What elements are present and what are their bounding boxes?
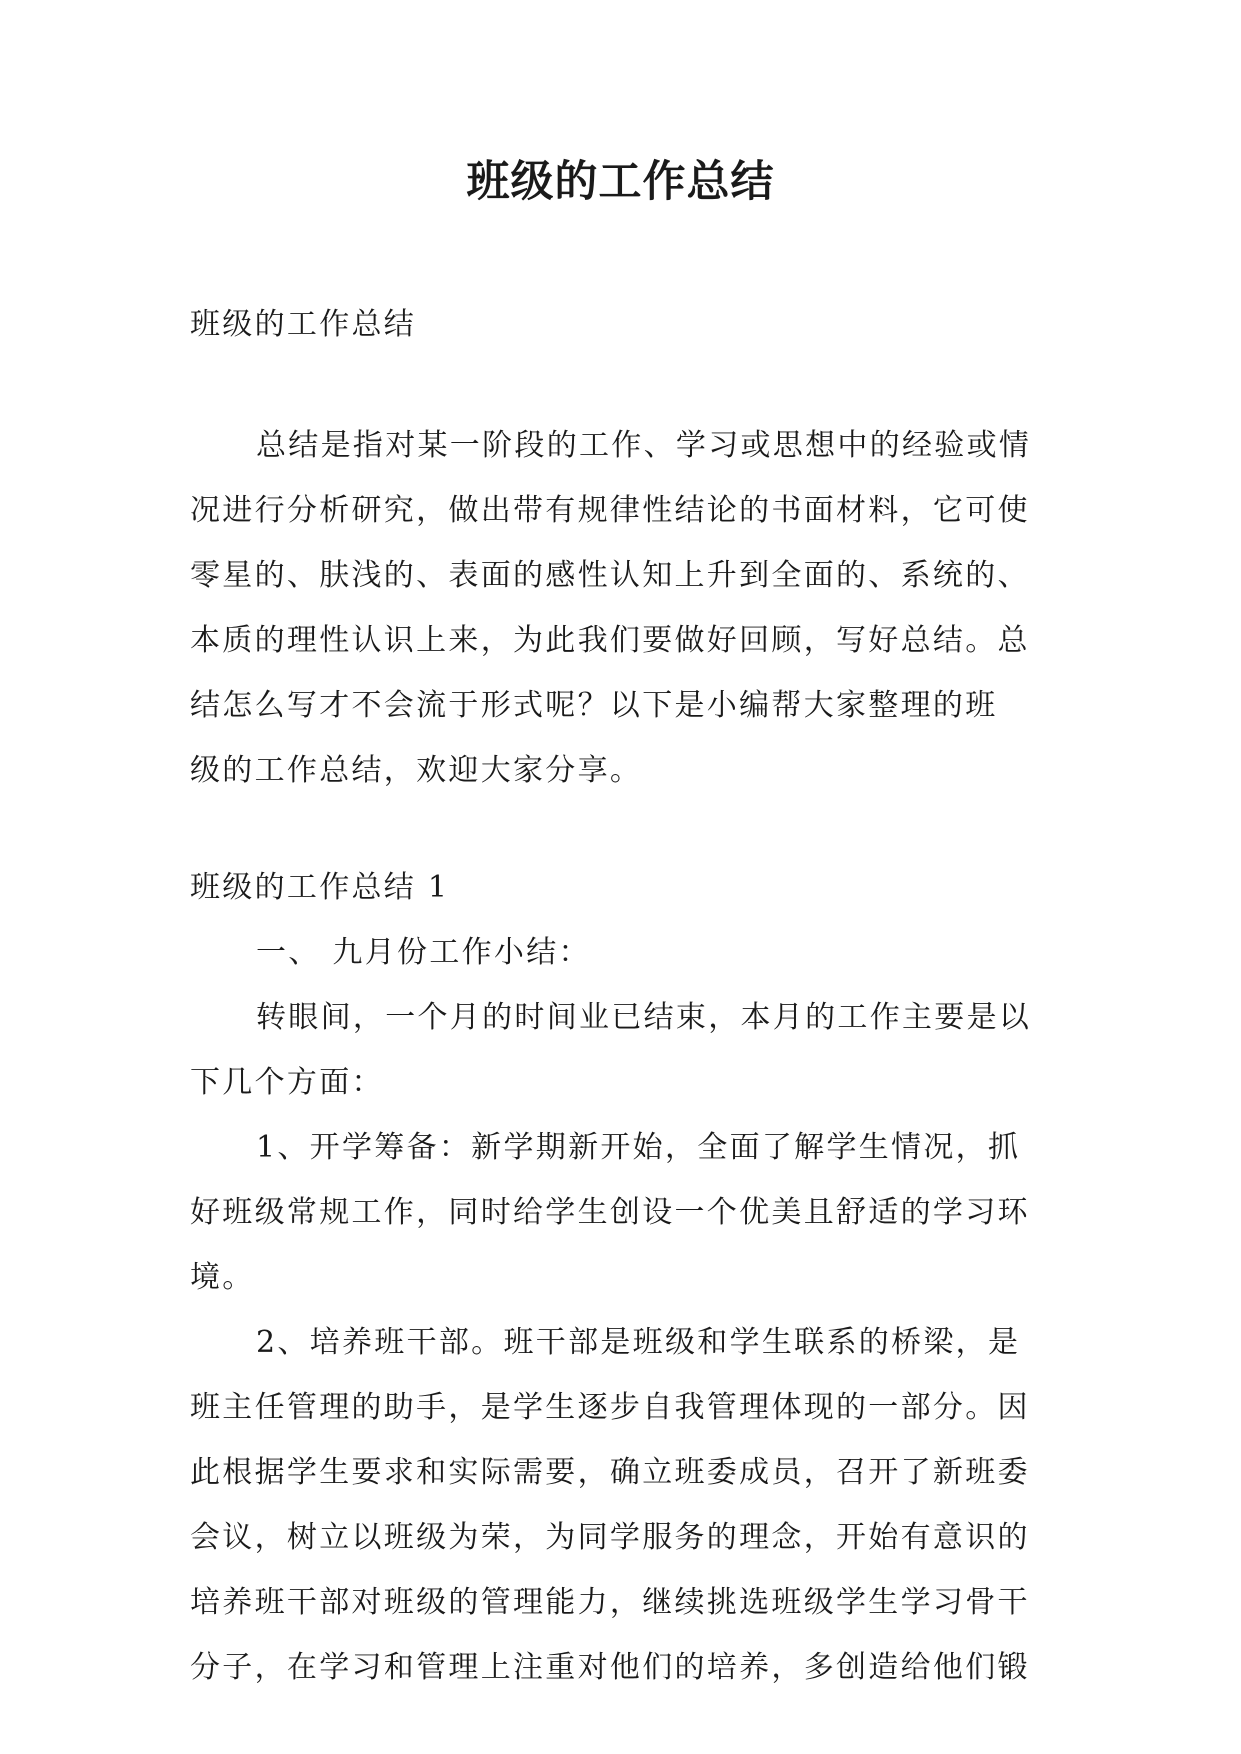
section-subheading: 一、 九月份工作小结： bbox=[256, 935, 591, 970]
paragraph-line: 班主任管理的助手，是学生逐步自我管理体现的一部分。因 bbox=[190, 1390, 1030, 1425]
paragraph-line: 总结是指对某一阶段的工作、学习或思想中的经验或情 bbox=[256, 428, 1032, 463]
document-body bbox=[190, 292, 1050, 1700]
paragraph-line: 境。 bbox=[190, 1260, 255, 1295]
document-title: 班级的工作总结 bbox=[466, 157, 775, 207]
paragraph-line: 此根据学生要求和实际需要，确立班委成员，召开了新班委 bbox=[190, 1455, 1030, 1490]
paragraph-line: 2、培养班干部。班干部是班级和学生联系的桥梁，是 bbox=[256, 1325, 1021, 1360]
paragraph-line: 培养班干部对班级的管理能力，继续挑选班级学生学习骨干 bbox=[190, 1585, 1030, 1620]
document-subtitle: 班级的工作总结 bbox=[190, 307, 417, 342]
paragraph-line: 1、开学筹备：新学期新开始，全面了解学生情况，抓 bbox=[256, 1130, 1021, 1165]
intro-paragraph bbox=[190, 413, 1050, 803]
paragraph-line: 分子，在学习和管理上注重对他们的培养，多创造给他们锻 bbox=[190, 1650, 1030, 1685]
paragraph-line: 零星的、肤浅的、表面的感性认知上升到全面的、系统的、 bbox=[190, 558, 1030, 593]
paragraph-2 bbox=[190, 1115, 1050, 1310]
paragraph-line: 转眼间，一个月的时间业已结束，本月的工作主要是以 bbox=[256, 1000, 1032, 1035]
spacer bbox=[190, 357, 1050, 413]
spacer bbox=[190, 803, 1050, 855]
paragraph-line: 本质的理性认识上来，为此我们要做好回顾，写好总结。总 bbox=[190, 623, 1030, 658]
paragraph-3 bbox=[190, 1310, 1050, 1700]
paragraph-line: 下几个方面： bbox=[190, 1065, 384, 1100]
paragraph-line: 况进行分析研究，做出带有规律性结论的书面材料，它可使 bbox=[190, 493, 1030, 528]
section-heading: 班级的工作总结 1 bbox=[190, 870, 450, 905]
paragraph-1 bbox=[190, 985, 1050, 1115]
paragraph-line: 结怎么写才不会流于形式呢？以下是小编帮大家整理的班 bbox=[190, 688, 998, 723]
paragraph-line: 好班级常规工作，同时给学生创设一个优美且舒适的学习环 bbox=[190, 1195, 1030, 1230]
paragraph-line: 会议，树立以班级为荣，为同学服务的理念，开始有意识的 bbox=[190, 1520, 1030, 1555]
paragraph-line: 级的工作总结，欢迎大家分享。 bbox=[190, 753, 643, 788]
